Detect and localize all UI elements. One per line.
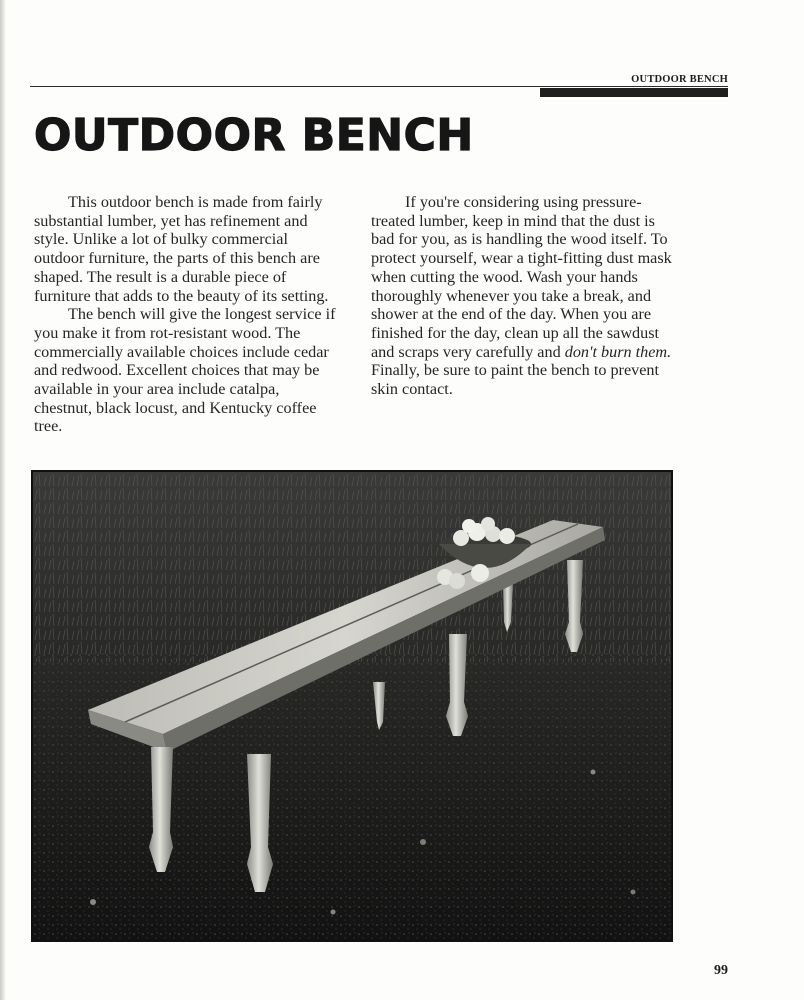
page-edge-shadow xyxy=(0,0,6,1000)
bench-photo-illustration xyxy=(33,472,671,940)
article-title: OUTDOOR BENCH xyxy=(34,110,474,161)
header-rule-thin xyxy=(30,86,728,87)
page-number: 99 xyxy=(714,963,728,978)
paragraph-3-text: If you're considering using pressure-treated lumber, keep in mind that the dust is bad for you, as is handling the wood itself. To protect yourself, wear a tight-fitting dust mask when cutting the wood. Wash your hands thoroughly whenever you take a break, and shower at the end of the day. When you are finished for the day, clean up all the sawdust and scraps very carefully and xyxy=(371,193,672,361)
text-column-left xyxy=(34,193,339,436)
paragraph-2: The bench will give the longest service if you make it from rot-resistant wood. The commercially available choices include cedar and redwood. Excellent choices that may be available in your area include catalpa, chestnut, black locust, and Kentucky coffee tree. xyxy=(34,305,336,436)
bench-photo xyxy=(31,470,673,942)
text-column-right xyxy=(371,193,676,399)
paragraph-3-emphasis: don't burn them. xyxy=(564,342,672,361)
paragraph-1: This outdoor bench is made from fairly substantial lumber, yet has refinement and style. Unlike a lot of bulky commercial outdoor furniture, the parts of this bench are shaped. The result is a durable piece of furniture that adds to the beauty of its setting. xyxy=(34,193,329,305)
running-header: OUTDOOR BENCH xyxy=(631,74,728,85)
paragraph-3 xyxy=(371,193,676,399)
paragraph-3-closing: Finally, be sure to paint the bench to prevent skin contact. xyxy=(371,361,659,399)
header-rule-thick xyxy=(540,88,728,97)
